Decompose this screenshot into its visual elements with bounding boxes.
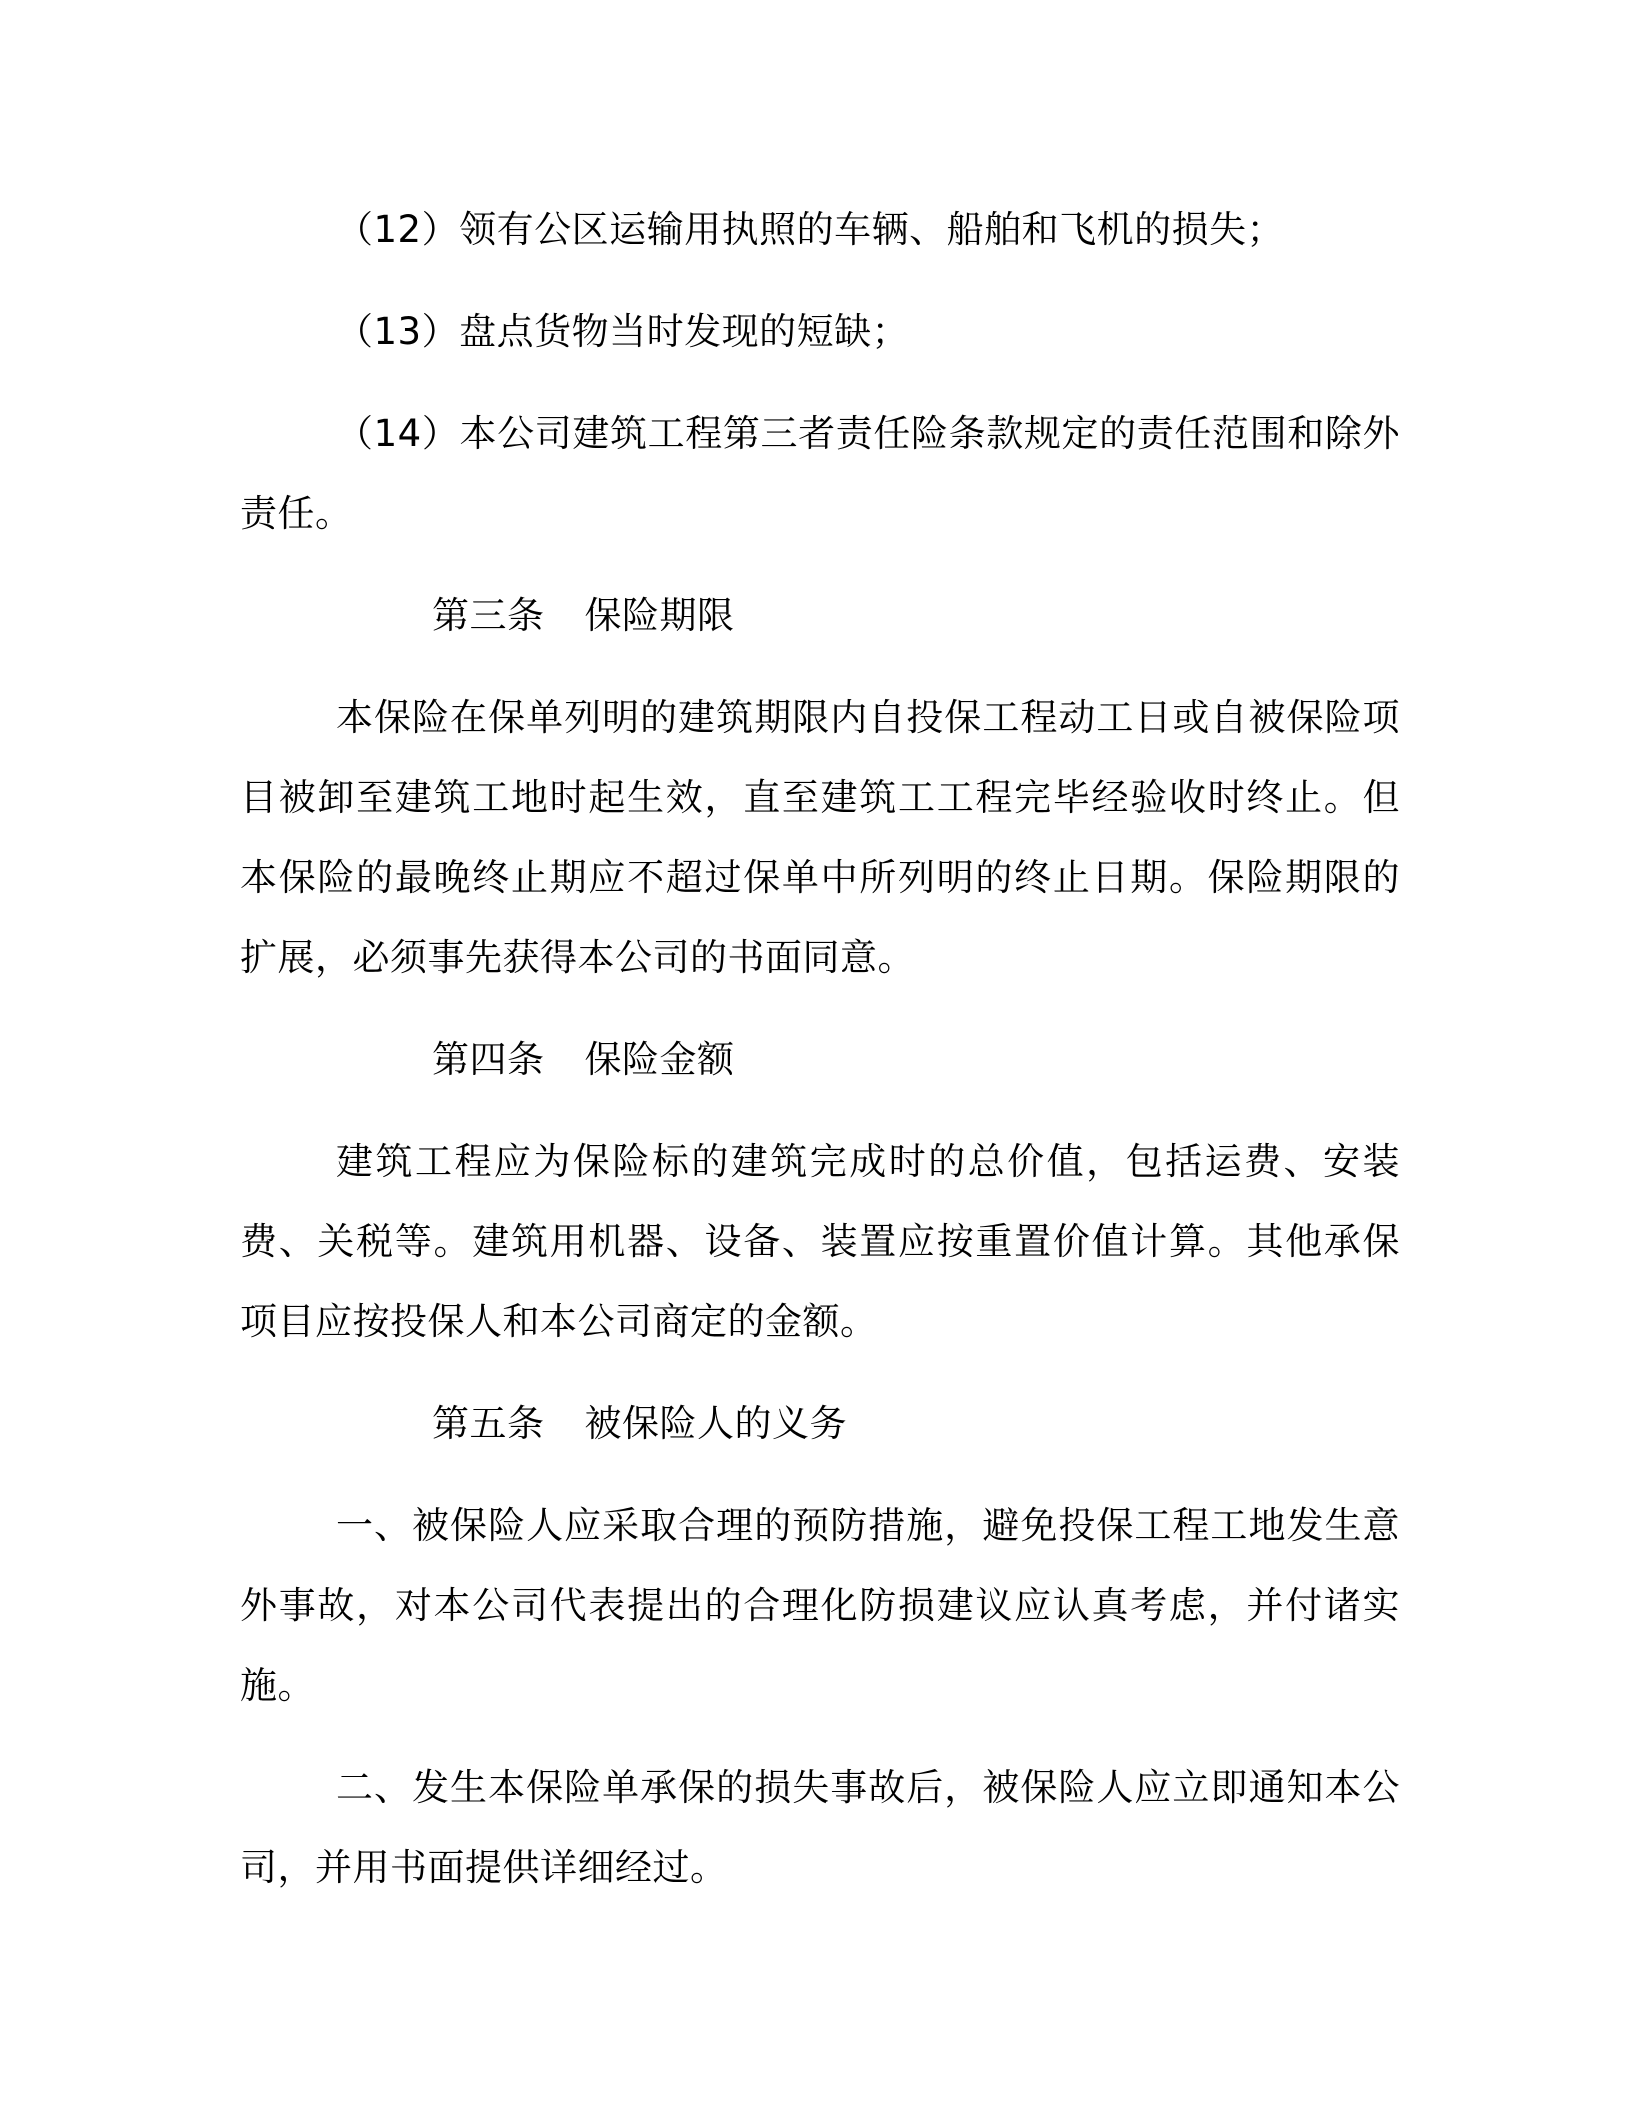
article-4-body: 建筑工程应为保险标的建筑完成时的总价值，包括运费、安装费、关税等。建筑用机器、设备、装置应按重置价值计算。其他承保项目应按投保人和本公司商定的金额。 [240,1140,1400,1343]
item-13: （13）盘点货物当时发现的短缺； [336,310,910,353]
item-12: （12）领有公区运输用执照的车辆、船舶和飞机的损失； [336,208,1285,251]
article-4-number: 第四条 [432,1038,545,1081]
article-3-heading [240,576,1400,656]
article-5-title: 被保险人的义务 [584,1402,847,1445]
article-5-heading [240,1384,1400,1464]
article-5-number: 第五条 [432,1402,545,1445]
item-14: （14）本公司建筑工程第三者责任险条款规定的责任范围和除外责任。 [240,412,1400,535]
article-5-item-2: 二、发生本保险单承保的损失事故后，被保险人应立即通知本公司，并用书面提供详细经过。 [240,1766,1400,1889]
article-4-heading [240,1020,1400,1100]
document-page [240,190,1400,1930]
article-3-title: 保险期限 [584,594,735,637]
article-5-item-1: 一、被保险人应采取合理的预防措施，避免投保工程工地发生意外事故，对本公司代表提出的合理化防损建议应认真考虑，并付诸实施。 [240,1504,1400,1707]
article-3-number: 第三条 [432,594,545,637]
article-4-title: 保险金额 [584,1038,735,1081]
article-3-body: 本保险在保单列明的建筑期限内自投保工程动工日或自被保险项目被卸至建筑工地时起生效，直至建筑工工程完毕经验收时终止。但本保险的最晚终止期应不超过保单中所列明的终止日期。保险期限的扩展，必须事先获得本公司的书面同意。 [240,696,1400,979]
